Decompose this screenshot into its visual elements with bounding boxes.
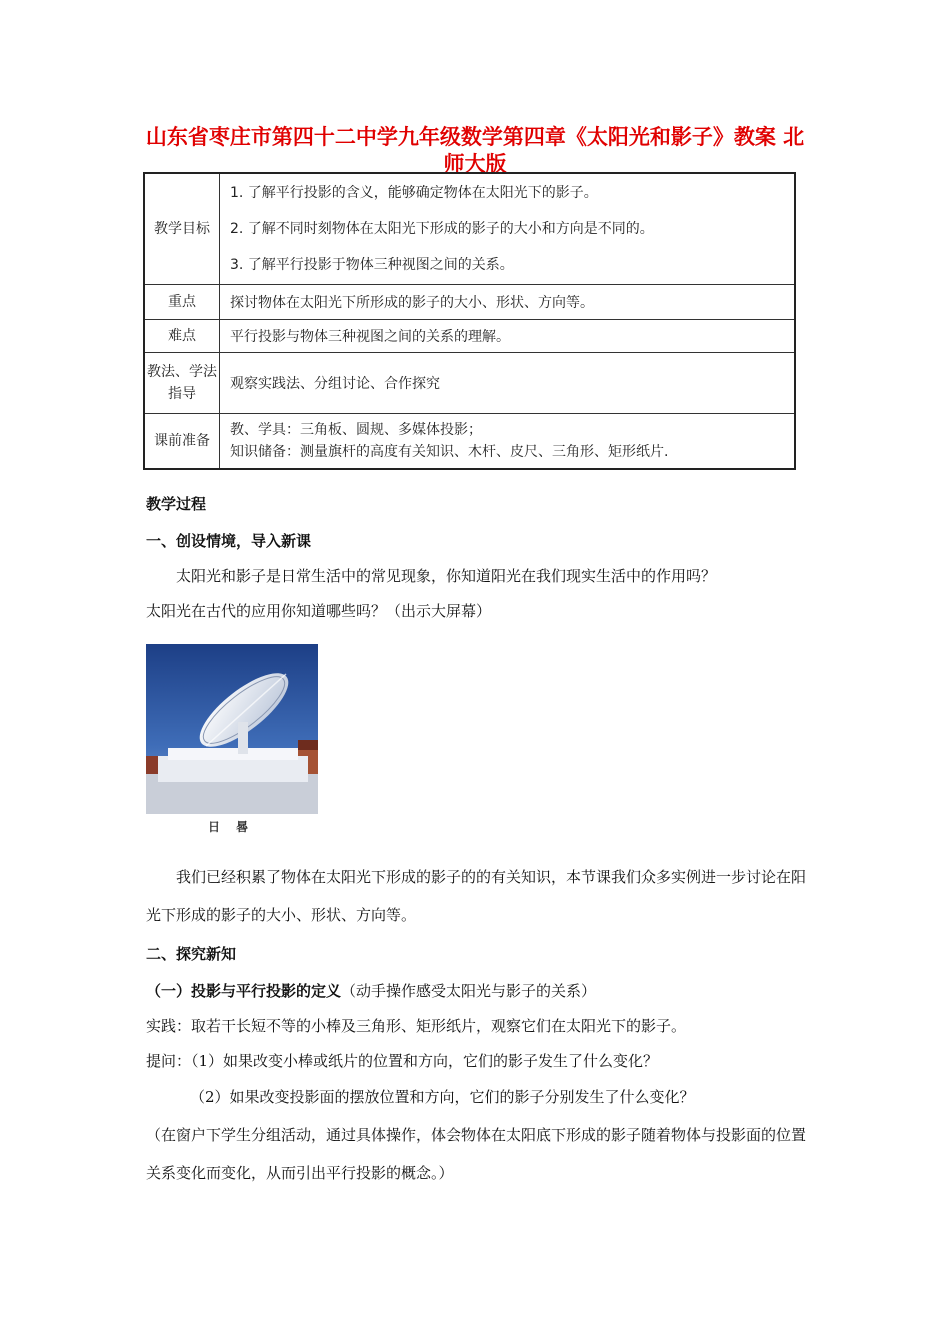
section1-heading: 一、创设情境，导入新课 <box>146 532 312 550</box>
subsection1-note: （动手操作感受太阳光与影子的关系） <box>341 982 597 1000</box>
prep-line: 教、学具：三角板、圆规、多媒体投影； <box>230 422 482 438</box>
table-row-preparation <box>144 414 795 470</box>
section-process-heading: 教学过程 <box>146 495 207 513</box>
goals-label: 教学目标 <box>144 173 220 285</box>
table-row-goals <box>144 173 795 285</box>
document-title: 山东省枣庄市第四十二中学九年级数学第四章《太阳光和影子》教案 北师大版 <box>145 125 805 176</box>
section1-para1: 太阳光和影子是日常生活中的常见现象，你知道阳光在我们现实生活中的作用吗？ <box>176 567 717 585</box>
sundial-figure <box>146 644 318 838</box>
table-row-difficulty <box>144 320 795 353</box>
question-2: （2）如果改变投影面的摆放位置和方向，它们的影子分别发生了什么变化？ <box>190 1088 695 1106</box>
prep-line: 知识储备：测量旗杆的高度有关知识、木杆、皮尺、三角形、矩形纸片. <box>230 444 669 460</box>
question-1: 提问：（1）如果改变小棒或纸片的位置和方向，它们的影子发生了什么变化？ <box>146 1052 659 1070</box>
prep-label: 课前准备 <box>144 414 220 470</box>
difficulty-label: 难点 <box>144 320 220 353</box>
key-label: 重点 <box>144 285 220 320</box>
practice-text: 实践：取若干长短不等的小棒及三角形、矩形纸片，观察它们在太阳光下的影子。 <box>146 1017 687 1035</box>
goal-item: 2. 了解不同时刻物体在太阳光下形成的影子的大小和方向是不同的。 <box>230 221 654 237</box>
goals-cell <box>220 173 796 285</box>
key-value: 探讨物体在太阳光下所形成的影子的大小、形状、方向等。 <box>220 285 796 320</box>
activity-note: （在窗户下学生分组活动，通过具体操作，体会物体在太阳底下形成的影子随着物体与投影面的位置关系变化而变化，从而引出平行投影的概念。） <box>146 1126 807 1182</box>
prep-cell <box>220 414 796 470</box>
goal-item: 3. 了解平行投影于物体三种视图之间的关系。 <box>230 257 514 273</box>
method-value: 观察实践法、分组讨论、合作探究 <box>220 353 796 414</box>
section1-para2: 太阳光在古代的应用你知道哪些吗？（出示大屏幕） <box>146 602 492 620</box>
section2-heading: 二、探究新知 <box>146 945 237 963</box>
difficulty-value: 平行投影与物体三种视图之间的关系的理解。 <box>220 320 796 353</box>
sundial-photo <box>146 644 318 814</box>
lesson-info-table <box>143 172 796 470</box>
subsection1-heading: （一）投影与平行投影的定义 <box>146 982 342 1000</box>
table-row-key-points <box>144 285 795 320</box>
method-label: 教法、学法指导 <box>144 353 220 414</box>
goal-item: 1. 了解平行投影的含义，能够确定物体在太阳光下的影子。 <box>230 185 598 201</box>
table-row-method <box>144 353 795 414</box>
figure-caption: 日 晷 <box>208 820 255 834</box>
subsection1-line <box>146 980 808 1001</box>
section1-para3: 我们已经积累了物体在太阳光下形成的影子的的有关知识，本节课我们众多实例进一步讨论在阳光下形成的影子的大小、形状、方向等。 <box>146 868 807 924</box>
